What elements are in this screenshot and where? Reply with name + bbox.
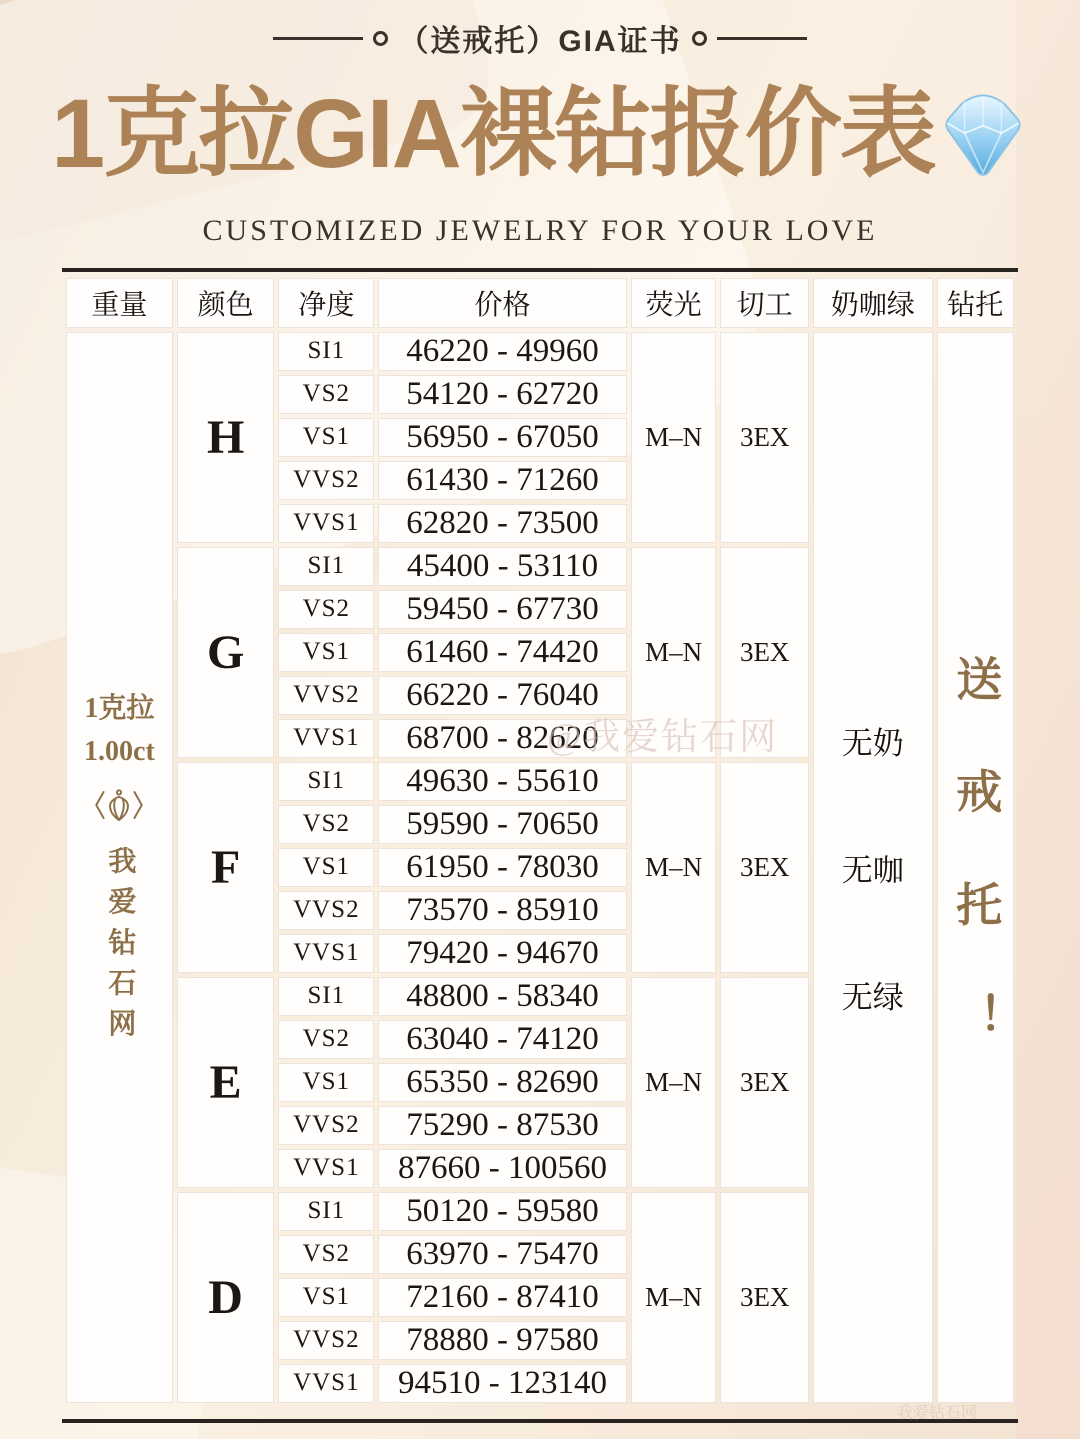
price-cell: 65350 - 82690	[378, 1063, 627, 1102]
no-coffee-label: 无咖	[841, 852, 904, 888]
ribbon-line-left	[273, 37, 363, 40]
weight-cell	[66, 332, 173, 1403]
price-cell: 59450 - 67730	[378, 590, 627, 629]
milk-coffee-green-stack	[814, 718, 932, 1017]
col-header-color: 颜色	[177, 278, 275, 328]
clarity-cell: VVS1	[278, 1149, 374, 1188]
price-cell: 48800 - 58340	[378, 977, 627, 1016]
price-cell: 68700 - 82620	[378, 719, 627, 758]
clarity-cell: VVS1	[278, 719, 374, 758]
title-row	[0, 78, 1080, 190]
color-cell-E: E	[177, 977, 275, 1188]
col-header-clarity: 净度	[278, 278, 374, 328]
col-header-weight: 重量	[66, 278, 173, 328]
bottom-rule	[62, 1419, 1018, 1423]
price-cell: 49630 - 55610	[378, 762, 627, 801]
clarity-cell: SI1	[278, 547, 374, 586]
ribbon-circle-right	[692, 31, 707, 46]
price-cell: 94510 - 123140	[378, 1364, 627, 1403]
clarity-cell: VS1	[278, 848, 374, 887]
color-cell-F: F	[177, 762, 275, 973]
fluorescence-cell-H: M–N	[631, 332, 717, 543]
table-row	[66, 332, 1014, 371]
price-cell: 75290 - 87530	[378, 1106, 627, 1145]
fluorescence-cell-D: M–N	[631, 1192, 717, 1403]
cut-cell-G: 3EX	[720, 547, 808, 758]
clarity-cell: VS2	[278, 1235, 374, 1274]
center-watermark: @我爱钻石网	[547, 717, 779, 758]
col-header-cut: 切工	[720, 278, 808, 328]
clarity-cell: VS1	[278, 1063, 374, 1102]
ribbon-line-right	[717, 37, 807, 40]
clarity-cell: VVS2	[278, 1106, 374, 1145]
price-table	[62, 274, 1018, 1407]
price-cell: 62820 - 73500	[378, 504, 627, 543]
clarity-cell: VS2	[278, 805, 374, 844]
ring-setting-cell	[937, 332, 1014, 1403]
carat-en: 1.00ct	[84, 735, 155, 767]
price-cell: 61460 - 74420	[378, 633, 627, 672]
subtitle: CUSTOMIZED JEWELRY FOR YOUR LOVE	[202, 213, 878, 247]
fluorescence-cell-E: M–N	[631, 977, 717, 1188]
color-cell-D: D	[177, 1192, 275, 1403]
table-header-row	[66, 278, 1014, 328]
price-cell: 61950 - 78030	[378, 848, 627, 887]
free-ring-setting-label: 送戒托！	[950, 655, 1002, 1107]
price-cell: 56950 - 67050	[378, 418, 627, 457]
color-cell-G: G	[177, 547, 275, 758]
cut-cell-H: 3EX	[720, 332, 808, 543]
price-cell: 87660 - 100560	[378, 1149, 627, 1188]
cut-cell-D: 3EX	[720, 1192, 808, 1403]
clarity-cell: VS1	[278, 418, 374, 457]
price-cell: 79420 - 94670	[378, 934, 627, 973]
price-cell: 46220 - 49960	[378, 332, 627, 371]
clarity-cell: SI1	[278, 762, 374, 801]
fluorescence-cell-F: M–N	[631, 762, 717, 973]
brand-name-vertical: 我爱钻石网	[104, 845, 136, 1049]
no-green-label: 无绿	[841, 979, 904, 1015]
clarity-cell: VVS1	[278, 504, 374, 543]
page-title: 1克拉GIA裸钻报价表	[51, 79, 935, 188]
price-cell: 78880 - 97580	[378, 1321, 627, 1360]
ribbon-label: （送戒托）GIA证书	[398, 25, 682, 58]
price-cell: 59590 - 70650	[378, 805, 627, 844]
clarity-cell: VVS2	[278, 891, 374, 930]
clarity-cell: SI1	[278, 977, 374, 1016]
clarity-cell: VVS1	[278, 1364, 374, 1403]
clarity-cell: VVS1	[278, 934, 374, 973]
diamond-lotus-logo-icon	[93, 786, 145, 824]
no-milk-label: 无奶	[841, 725, 904, 761]
price-cell: 72160 - 87410	[378, 1278, 627, 1317]
price-cell: 45400 - 53110	[378, 547, 627, 586]
price-cell: 63040 - 74120	[378, 1020, 627, 1059]
cut-cell-F: 3EX	[720, 762, 808, 973]
clarity-cell: VVS2	[278, 1321, 374, 1360]
bottom-watermark: 我爱钻石网	[897, 1405, 978, 1422]
price-cell: 73570 - 85910	[378, 891, 627, 930]
clarity-cell: VVS2	[278, 461, 374, 500]
price-cell: 54120 - 62720	[378, 375, 627, 414]
col-header-milk-coffee-green: 奶咖绿	[813, 278, 933, 328]
col-header-setting: 钻托	[937, 278, 1014, 328]
clarity-cell: VS2	[278, 590, 374, 629]
col-header-fluorescence: 荧光	[631, 278, 717, 328]
fluorescence-cell-G: M–N	[631, 547, 717, 758]
top-ribbon	[0, 0, 1080, 60]
clarity-cell: VS1	[278, 633, 374, 672]
clarity-cell: VS2	[278, 375, 374, 414]
clarity-cell: VVS2	[278, 676, 374, 715]
clarity-cell: SI1	[278, 1192, 374, 1231]
weight-stack	[67, 686, 172, 1049]
price-cell: 50120 - 59580	[378, 1192, 627, 1231]
price-cell: 61430 - 71260	[378, 461, 627, 500]
col-header-price: 价格	[378, 278, 627, 328]
clarity-cell: SI1	[278, 332, 374, 371]
price-cell: 63970 - 75470	[378, 1235, 627, 1274]
price-cell: 66220 - 76040	[378, 676, 627, 715]
color-cell-H: H	[177, 332, 275, 543]
clarity-cell: VS1	[278, 1278, 374, 1317]
milk-coffee-green-cell	[813, 332, 933, 1403]
clarity-cell: VS2	[278, 1020, 374, 1059]
top-rule	[62, 268, 1018, 272]
ribbon-circle-left	[373, 31, 388, 46]
cut-cell-E: 3EX	[720, 977, 808, 1188]
blue-diamond-gem-icon	[937, 89, 1029, 181]
carat-cn: 1克拉	[84, 692, 155, 724]
